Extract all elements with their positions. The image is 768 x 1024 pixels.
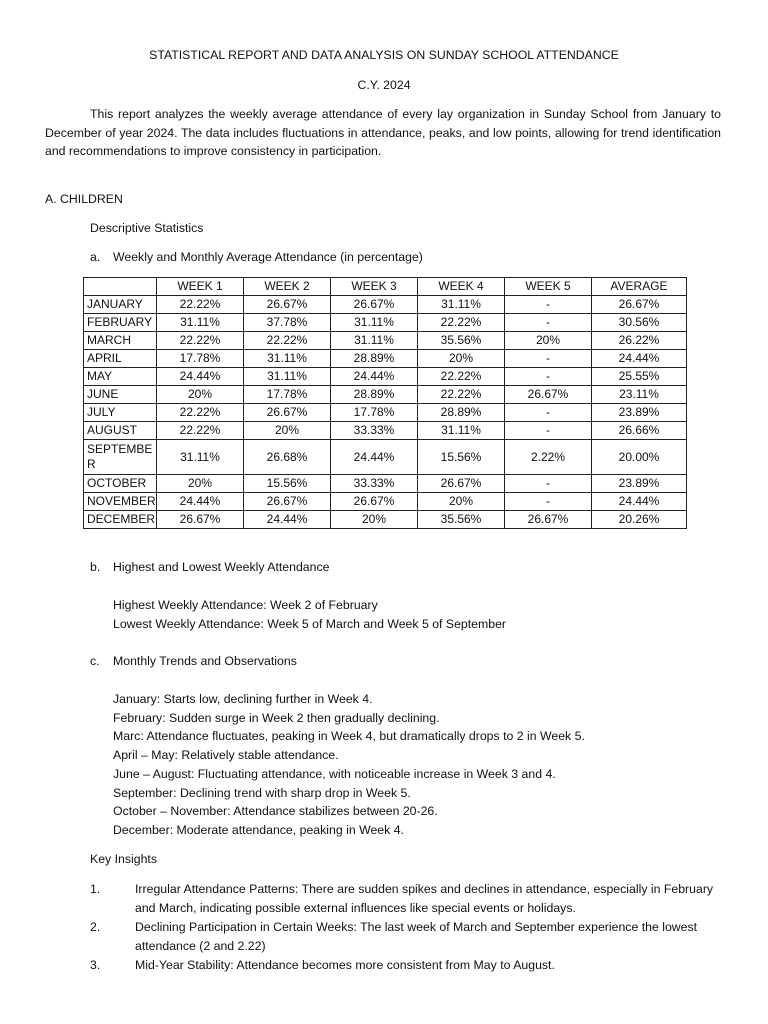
table-cell: 22.22% [418,386,505,404]
trend-item: June – August: Fluctuating attendance, with noticeable increase in Week 3 and 4. [113,766,556,781]
table-cell: 17.78% [331,404,418,422]
table-cell: 24.44% [331,368,418,386]
insight-item [90,918,730,956]
insight-item [90,880,730,918]
table-header-corner [84,278,157,296]
table-row [84,422,687,440]
trend-item: January: Starts low, declining further in Week 4. [113,692,373,706]
table-cell: 24.44% [157,368,244,386]
trend-item: April – May: Relatively stable attendance. [113,748,339,763]
table-cell: 26.67% [157,511,244,529]
trend-item: December: Moderate attendance, peaking in Week 4. [113,822,404,837]
month-cell: JULY [84,404,157,422]
table-row [84,475,687,493]
month-cell: MAY [84,368,157,386]
table-cell: 26.67% [592,296,687,314]
intro-paragraph: This report analyzes the weekly average attendance of every lay organization in Sunday School from January to December of year 2024. The data includes fluctuations in attendance, peaks, and low points, allowing for trend identification and recommendations to improve consistency in participation. [45,107,721,158]
table-cell: 17.78% [157,350,244,368]
table-cell: 15.56% [244,475,331,493]
month-cell: OCTOBER [84,475,157,493]
month-cell: NOVEMBER [84,493,157,511]
table-cell: 26.68% [244,440,331,475]
table-cell: 26.66% [592,422,687,440]
section-subheading: Descriptive Statistics [90,221,204,235]
table-cell: 2.22% [505,440,592,475]
table-cell: - [505,475,592,493]
table-header-cell: AVERAGE [592,278,687,296]
table-cell: 22.22% [244,332,331,350]
table-cell: 24.44% [157,493,244,511]
month-cell: JANUARY [84,296,157,314]
table-body [84,296,687,529]
report-title: STATISTICAL REPORT AND DATA ANALYSIS ON SUNDAY SCHOOL ATTENDANCE [149,48,619,62]
key-insights-list [90,880,730,975]
table-cell: 26.67% [505,386,592,404]
table-cell: 26.67% [331,296,418,314]
table-cell: 22.22% [157,422,244,440]
table-cell: 31.11% [244,350,331,368]
insight-number: 3. [90,958,101,972]
table-cell: 20% [418,350,505,368]
insight-number: 1. [90,882,101,896]
trends-list [113,690,585,840]
table-cell: 17.78% [244,386,331,404]
table-cell: 31.11% [331,314,418,332]
table-cell: 31.11% [418,296,505,314]
month-cell: MARCH [84,332,157,350]
table-cell: 24.44% [592,493,687,511]
month-cell: FEBRUARY [84,314,157,332]
table-row [84,350,687,368]
table-cell: 26.67% [418,475,505,493]
table-cell: 33.33% [331,475,418,493]
table-header-cell: WEEK 2 [244,278,331,296]
month-cell: JUNE [84,386,157,404]
table-cell: 22.22% [157,296,244,314]
table-cell: 26.67% [505,511,592,529]
trend-item: October – November: Attendance stabilizes between 20-26. [113,804,438,819]
part-a-label: Weekly and Monthly Average Attendance (in percentage) [113,250,423,264]
table-cell: 28.89% [331,350,418,368]
table-cell: - [505,404,592,422]
table-row [84,296,687,314]
table-cell: 20% [157,386,244,404]
table-cell: - [505,296,592,314]
trend-item: February: Sudden surge in Week 2 then gradually declining. [113,710,440,725]
table-header-cell: WEEK 4 [418,278,505,296]
part-b-label: Highest and Lowest Weekly Attendance [113,560,330,574]
month-cell: AUGUST [84,422,157,440]
table-cell: 22.22% [157,404,244,422]
table-cell: 31.11% [418,422,505,440]
insight-text: Declining Participation in Certain Weeks: The last week of March and September experience the lowest attendance (2 and 2.22) [135,920,698,953]
part-b-marker: b. [90,560,101,574]
table-cell: 24.44% [592,350,687,368]
part-a-marker: a. [90,250,101,264]
insight-text: Mid-Year Stability: Attendance becomes more consistent from May to August. [135,958,555,972]
table-row [84,368,687,386]
table-row [84,440,687,475]
trend-item: September: Declining trend with sharp drop in Week 5. [113,785,411,800]
table-cell: 20% [157,475,244,493]
table-row [84,332,687,350]
insight-text: Irregular Attendance Patterns: There are sudden spikes and declines in attendance, especially in February and March, indicating possible external influences like special events or holidays. [135,882,714,915]
attendance-table [83,277,687,529]
table-row [84,314,687,332]
part-c-marker: c. [90,654,100,668]
table-row [84,404,687,422]
table-cell: 33.33% [331,422,418,440]
table-cell: 23.89% [592,475,687,493]
month-cell: SEPTEMBER [84,440,157,475]
table-header-cell: WEEK 3 [331,278,418,296]
table-cell: - [505,368,592,386]
table-cell: 23.89% [592,404,687,422]
table-row [84,386,687,404]
table-cell: 31.11% [157,440,244,475]
lowest-weekly-attendance: Lowest Weekly Attendance: Week 5 of March and Week 5 of September [113,617,507,631]
part-c-label: Monthly Trends and Observations [113,654,297,668]
table-cell: - [505,493,592,511]
table-cell: 30.56% [592,314,687,332]
table-cell: 28.89% [418,404,505,422]
table-cell: 20% [244,422,331,440]
table-cell: 31.11% [244,368,331,386]
table-cell: 28.89% [331,386,418,404]
table-cell: 26.67% [331,493,418,511]
table-cell: 24.44% [244,511,331,529]
table-cell: 31.11% [157,314,244,332]
table-cell: 26.67% [244,493,331,511]
month-cell: APRIL [84,350,157,368]
table-cell: 31.11% [331,332,418,350]
table-header-row [84,278,687,296]
table-cell: - [505,422,592,440]
table-cell: - [505,350,592,368]
table-row [84,493,687,511]
table-cell: 26.67% [244,296,331,314]
table-cell: 35.56% [418,332,505,350]
table-header-cell: WEEK 5 [505,278,592,296]
report-year: C.Y. 2024 [357,78,411,92]
table-cell: 15.56% [418,440,505,475]
table-header-cell: WEEK 1 [157,278,244,296]
highest-weekly-attendance: Highest Weekly Attendance: Week 2 of February [113,598,378,612]
table-cell: 37.78% [244,314,331,332]
table-cell: 20% [418,493,505,511]
table-cell: 26.22% [592,332,687,350]
table-cell: 23.11% [592,386,687,404]
table-cell: 22.22% [418,314,505,332]
table-cell: 26.67% [244,404,331,422]
table-cell: 20.00% [592,440,687,475]
table-row [84,511,687,529]
table-cell: 22.22% [418,368,505,386]
table-cell: 20% [331,511,418,529]
key-insights-heading: Key Insights [90,852,157,866]
table-cell: 20.26% [592,511,687,529]
table-cell: 35.56% [418,511,505,529]
table-cell: 24.44% [331,440,418,475]
month-cell: DECEMBER [84,511,157,529]
trend-item: Marc: Attendance fluctuates, peaking in Week 4, but dramatically drops to 2 in Week 5. [113,729,585,744]
section-heading: A. CHILDREN [45,192,123,206]
table-cell: - [505,314,592,332]
table-cell: 20% [505,332,592,350]
table-cell: 22.22% [157,332,244,350]
table-cell: 25.55% [592,368,687,386]
insight-item [90,956,730,975]
insight-number: 2. [90,920,101,934]
